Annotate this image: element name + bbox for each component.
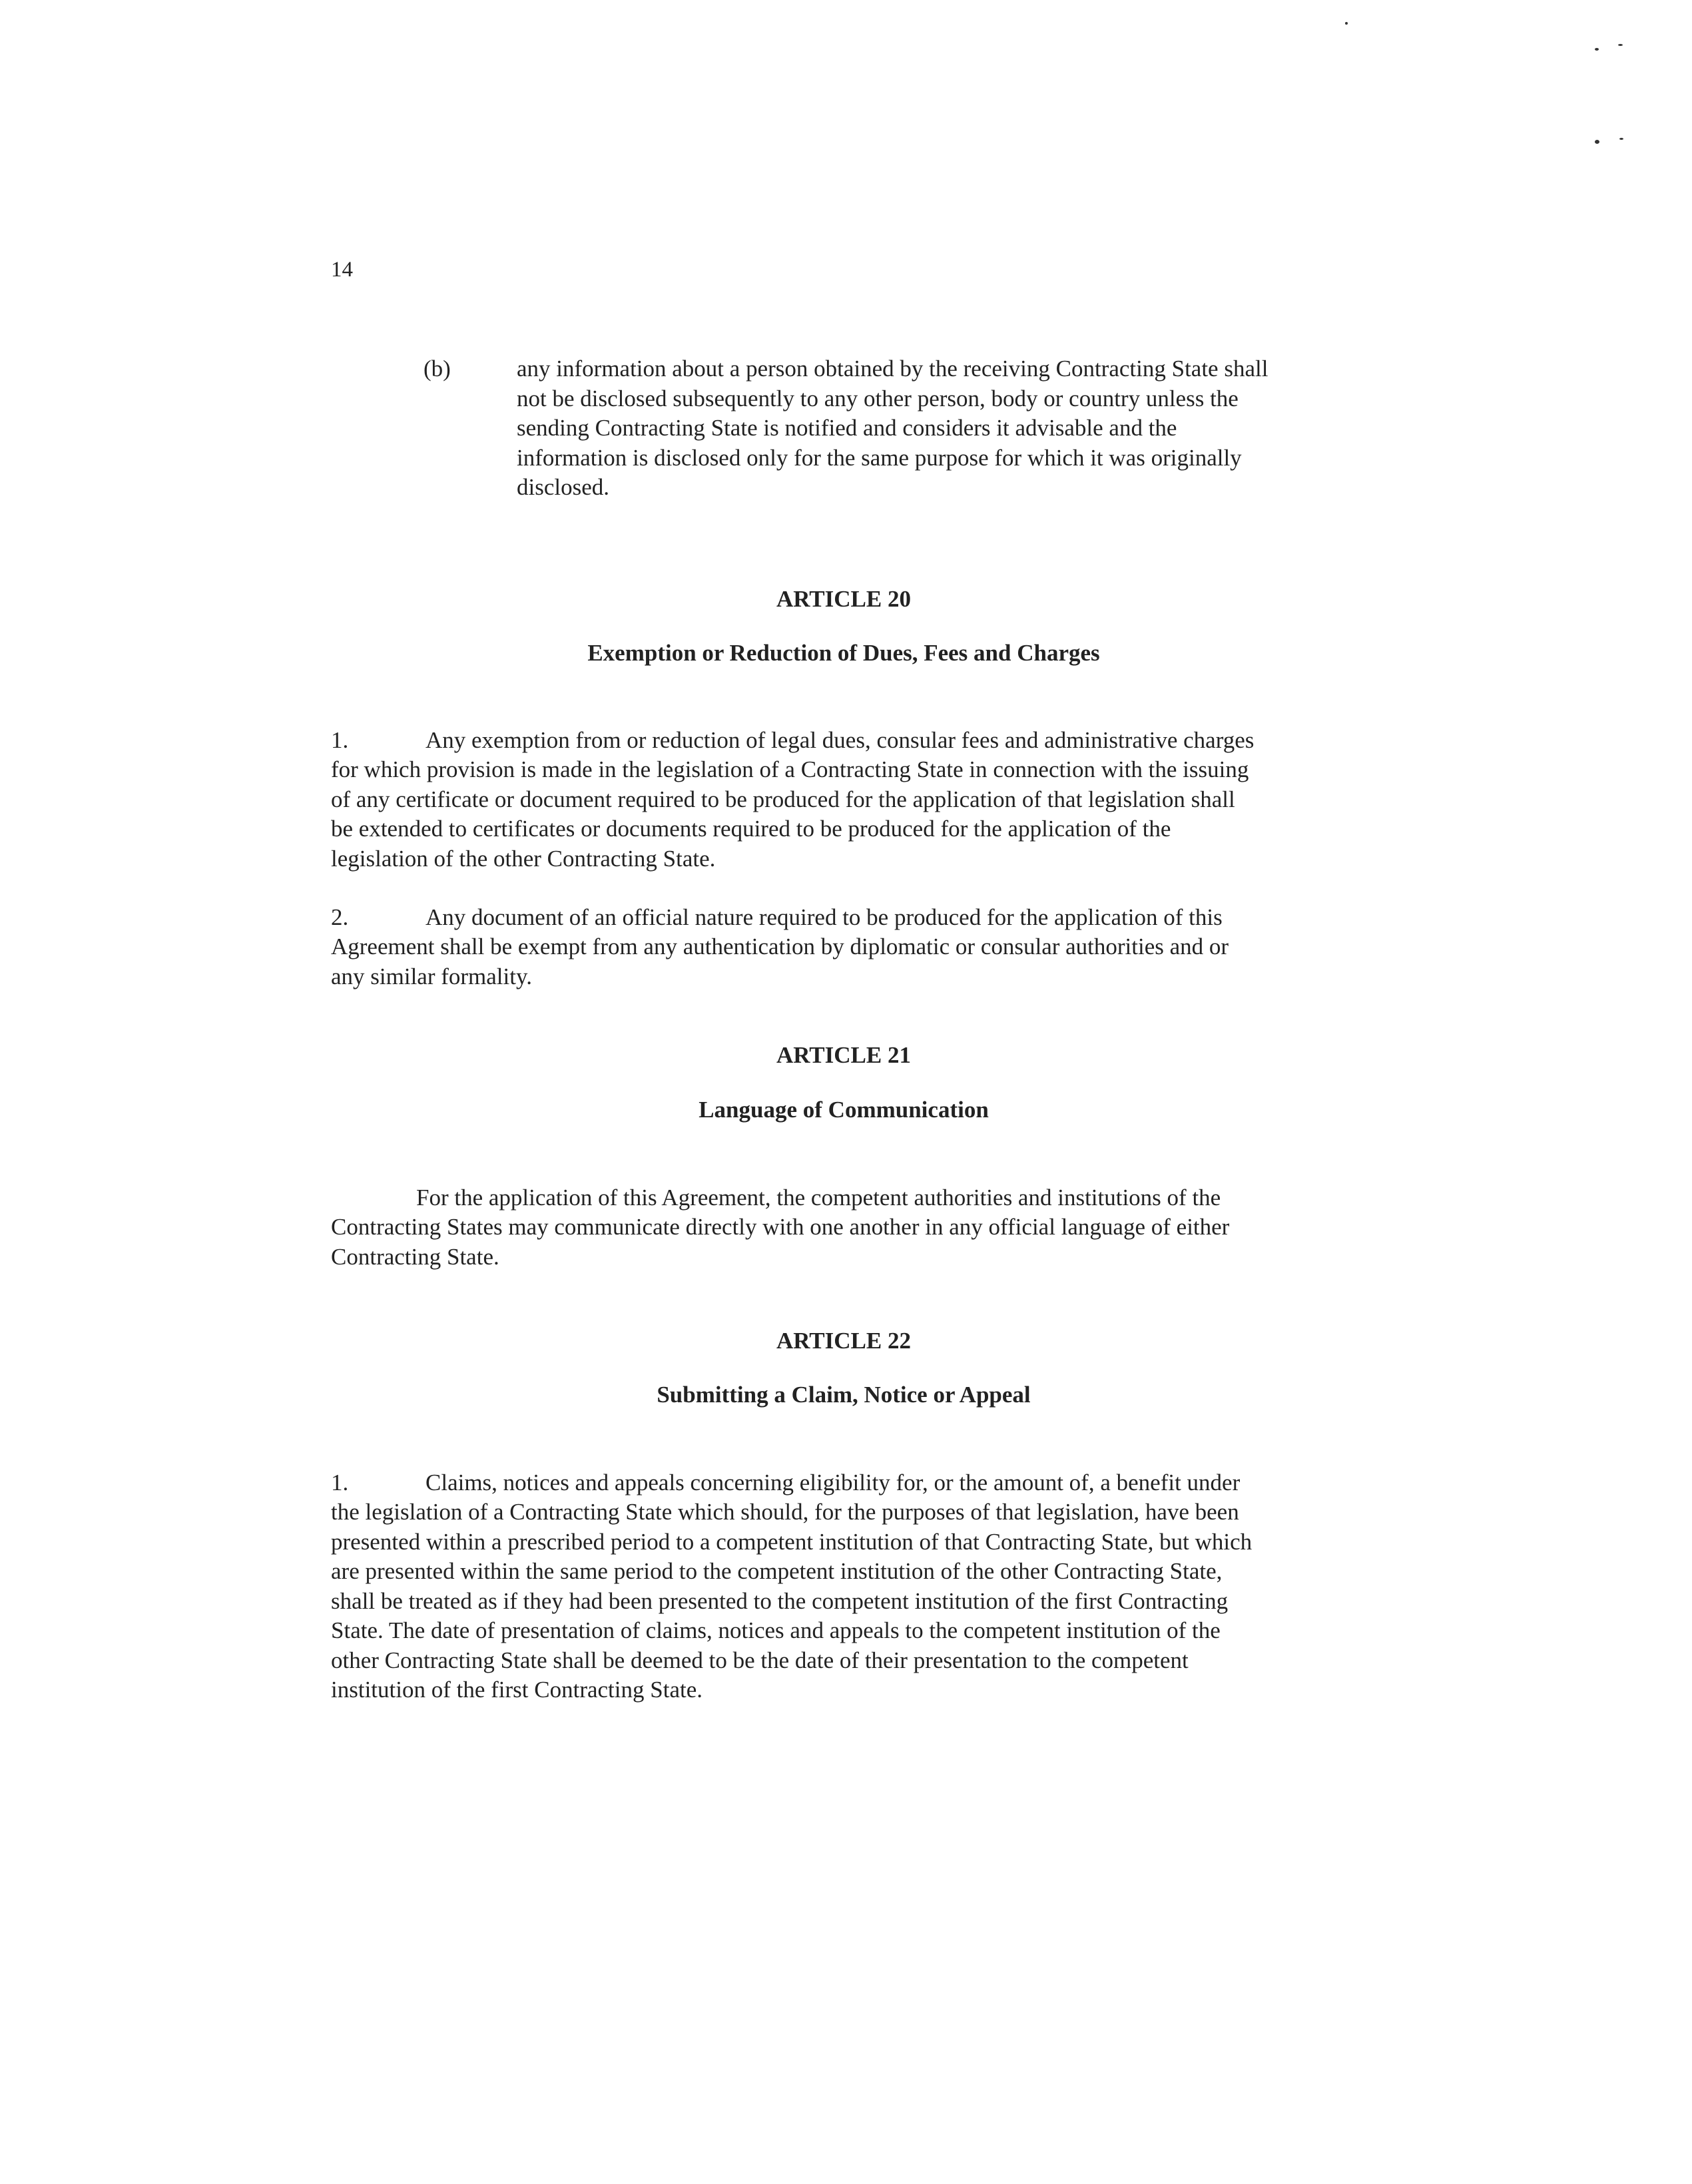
page-number: 14 [331, 258, 353, 282]
paragraph-text: For the application of this Agreement, the competent authorities and institutions of the Contracting States may communicate directly with one another in any official language of either Contracting State. [331, 1184, 1230, 1270]
article-21-heading: ARTICLE 21 [776, 1042, 911, 1068]
item-b-text: any information about a person obtained by the receiving Contracting State shall not be disclosed subsequently to any other person, body or country unless the sending Contracting State is notified and considers it advisable and the information is disclosed only for the same purpose for which it was originally disclosed. [517, 356, 1269, 500]
scan-speck [1345, 22, 1348, 25]
article-22-heading: ARTICLE 22 [776, 1328, 911, 1354]
article-21-title: Language of Communication [699, 1097, 989, 1123]
article-22-paragraph-1 [331, 1438, 1370, 1705]
article-20-paragraph-2 [331, 873, 1370, 991]
article-20-paragraph-1 [331, 696, 1370, 874]
article-20-title: Exemption or Reduction of Dues, Fees and Charges [587, 640, 1100, 666]
paragraph-text: Claims, notices and appeals concerning eligibility for, or the amount of, a benefit under the legislation of a Contracting State which should, for the purposes of that legislation, have been presented within a prescribed period to a competent institution of that Contracting State, but which are presented within the same period to the competent institution of the other Contracting State, shall be treated as if they had been presented to the competent institution of the first Contracting State. The date of presentation of claims, notices and appeals to the competent institution of the other Contracting State shall be deemed to be the date of their presentation to the competent institution of the first Contracting State. [331, 1469, 1253, 1703]
article-22-title: Submitting a Claim, Notice or Appeal [657, 1382, 1031, 1408]
paragraph-text: Any document of an official nature required to be produced for the application of this Agreement shall be exempt from any authentication by diplomatic or consular authorities and or any similar formality. [331, 904, 1229, 989]
paragraph-number: 1. [331, 726, 349, 753]
paragraph-text: Any exemption from or reduction of legal dues, consular fees and administrative charges for which provision is made in the legislation of a Contracting State in connection with the issuing of any certificate or document required to be produced for the application of that legislation shall be extended to certificates or documents required to be produced for the application of the legislation of the other Contracting State. [331, 726, 1255, 872]
paragraph-number: 1. [331, 1469, 349, 1496]
scan-speck [1619, 138, 1623, 140]
article-20-heading: ARTICLE 20 [776, 586, 911, 612]
scan-speck [1595, 140, 1599, 144]
scan-speck [1595, 48, 1599, 51]
article-21-paragraph-1 [331, 1153, 1370, 1272]
paragraph-number: 2. [331, 904, 349, 930]
item-b-label: (b) [423, 356, 451, 382]
scan-speck [1618, 44, 1623, 46]
